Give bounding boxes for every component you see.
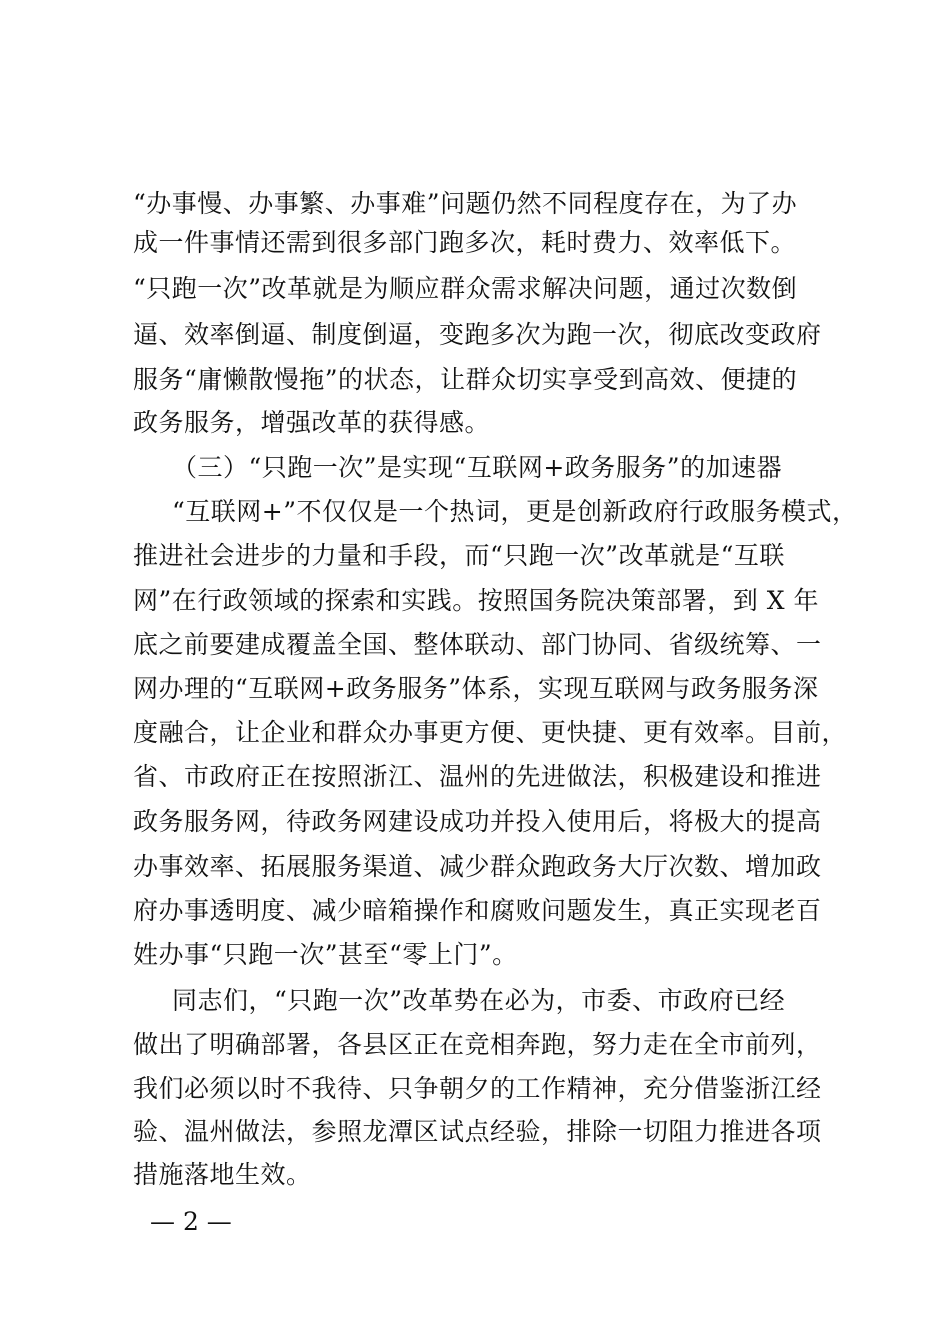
paragraph-line: 政务服务网，待政务网建设成功并投入使用后，将极大的提高: [133, 807, 822, 836]
paragraph-line: 做出了明确部署，各县区正在竞相奔跑，努力走在全市前列，: [133, 1030, 822, 1059]
paragraph-line: 同志们，“只跑一次”改革势在必为，市委、市政府已经: [172, 986, 786, 1015]
page-number: — 2 —: [150, 1207, 232, 1236]
paragraph-line: “办事慢、办事繁、办事难”问题仍然不同程度存在，为了办: [133, 189, 798, 218]
paragraph-line: 政务服务，增强改革的获得感。: [133, 408, 491, 437]
paragraph-line: “只跑一次”改革就是为顺应群众需求解决问题，通过次数倒: [133, 274, 798, 303]
paragraph-line: 网”在行政领域的探索和实践。按照国务院决策部署，到 X 年: [133, 586, 819, 615]
section-heading: （三）“只跑一次”是实现“互联网+政务服务”的加速器: [172, 453, 783, 482]
paragraph-line: 府办事透明度、减少暗箱操作和腐败问题发生，真正实现老百: [133, 896, 822, 925]
paragraph-line: 成一件事情还需到很多部门跑多次，耗时费力、效率低下。: [133, 228, 797, 257]
paragraph-line: 我们必须以时不我待、只争朝夕的工作精神，充分借鉴浙江经: [133, 1074, 822, 1103]
paragraph-line: 验、温州做法，参照龙潭区试点经验，排除一切阻力推进各项: [133, 1117, 822, 1146]
paragraph-line: 省、市政府正在按照浙江、温州的先进做法，积极建设和推进: [133, 762, 822, 791]
paragraph-line: 姓办事“只跑一次”甚至“零上门”。: [133, 940, 518, 969]
paragraph-line: “互联网+”不仅仅是一个热词，更是创新政府行政服务模式，: [172, 497, 858, 526]
paragraph-line: 网办理的“互联网+政务服务”体系，实现互联网与政务服务深: [133, 674, 819, 703]
paragraph-line: 推进社会进步的力量和手段，而“只跑一次”改革就是“互联: [133, 541, 785, 570]
paragraph-line: 底之前要建成覆盖全国、整体联动、部门协同、省级统筹、一: [133, 630, 822, 659]
paragraph-line: 度融合，让企业和群众办事更方便、更快捷、更有效率。目前，: [133, 718, 848, 747]
paragraph-line: 措施落地生效。: [133, 1160, 312, 1189]
paragraph-line: 办事效率、拓展服务渠道、减少群众跑政务大厅次数、增加政: [133, 852, 822, 881]
paragraph-line: 服务“庸懒散慢拖”的状态，让群众切实享受到高效、便捷的: [133, 365, 798, 394]
paragraph-line: 逼、效率倒逼、制度倒逼，变跑多次为跑一次，彻底改变政府: [133, 320, 822, 349]
